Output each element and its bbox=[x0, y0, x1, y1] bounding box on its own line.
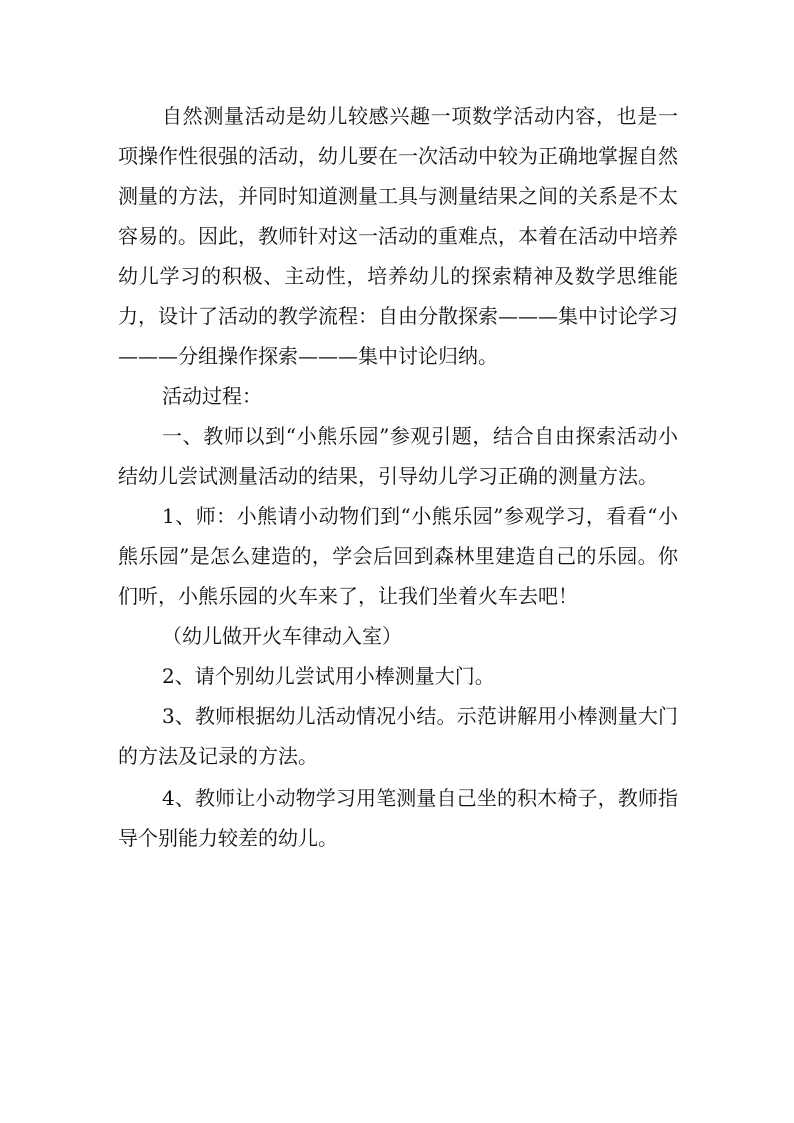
section-one-paragraph: 一、教师以到“小熊乐园”参观引题，结合自由探索活动小结幼儿尝试测量活动的结果，引导幼儿学习正确的测量方法。 bbox=[118, 424, 678, 488]
document-body bbox=[118, 96, 678, 858]
intro-paragraph: 自然测量活动是幼儿较感兴趣一项数学活动内容，也是一项操作性很强的活动，幼儿要在一次活动中较为正确地掌握自然测量的方法，并同时知道测量工具与测量结果之间的关系是不太容易的。因此，教师针对这一活动的重难点，本着在活动中培养幼儿学习的积极、主动性，培养幼儿的探索精神及数学思维能力，设计了活动的教学流程：自由分散探索———集中讨论学习———分组操作探索———集中讨论归纳。 bbox=[118, 104, 678, 368]
step-2-paragraph: 2、请个别幼儿尝试用小棒测量大门。 bbox=[162, 664, 495, 688]
step-4-paragraph: 4、教师让小动物学习用笔测量自己坐的积木椅子，教师指导个别能力较差的幼儿。 bbox=[118, 786, 678, 850]
activity-process-heading: 活动过程： bbox=[162, 384, 262, 408]
stage-direction-paragraph: （幼儿做开火车律动入室） bbox=[162, 624, 402, 648]
step-3-paragraph: 3、教师根据幼儿活动情况小结。示范讲解用小棒测量大门的方法及记录的方法。 bbox=[118, 704, 678, 768]
step-1-paragraph: 1、师：小熊请小动物们到“小熊乐园”参观学习，看看“小熊乐园”是怎么建造的，学会后回到森林里建造自己的乐园。你们听，小熊乐园的火车来了，让我们坐着火车去吧！ bbox=[118, 504, 678, 608]
